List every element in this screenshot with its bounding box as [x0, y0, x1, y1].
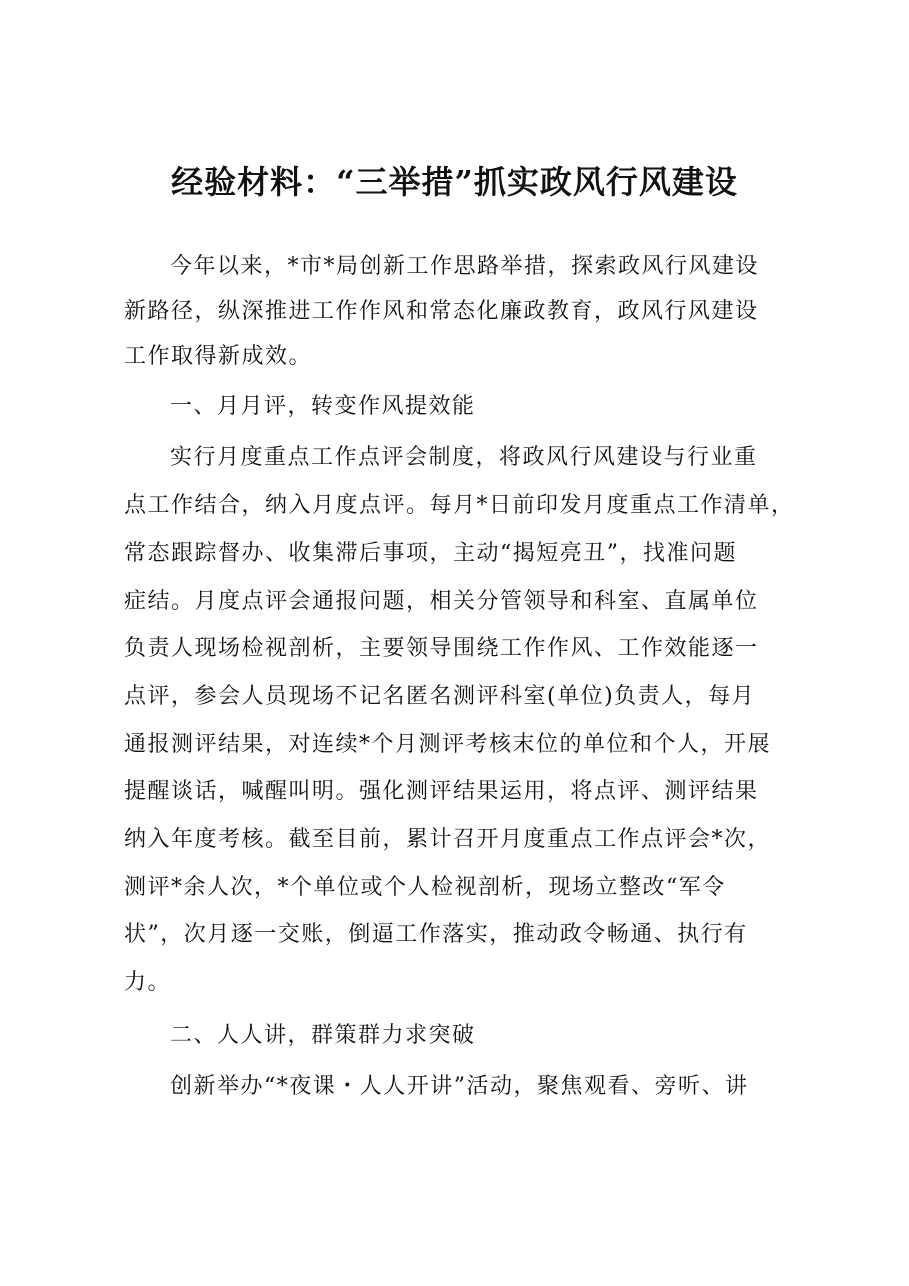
- paragraph-2-line-11: 状”，次月逐一交账，倒逼工作落实，推动政令畅通、执行有: [124, 922, 748, 947]
- paragraph-2-line-4: 症结。月度点评会通报问题，相关分管领导和科室、直属单位: [124, 589, 759, 614]
- paragraph-1-line-3: 工作取得新成效。: [124, 344, 313, 369]
- paragraph-2-line-12: 力。: [124, 970, 172, 995]
- document-title: 经验材料：“三举措”抓实政风行风建设: [171, 163, 738, 201]
- paragraph-1-line-1: 今年以来，*市*局创新工作思路举措，探索政风行风建设: [170, 254, 760, 279]
- paragraph-2-line-7: 通报测评结果，对连续*个月测评考核末位的单位和个人，开展: [124, 732, 772, 757]
- paragraph-2-line-2: 点工作结合，纳入月度点评。每月*日前印发月度重点工作清单，: [124, 493, 795, 518]
- paragraph-2-line-5: 负责人现场检视剖析，主要领导围绕工作作风、工作效能逐一: [124, 636, 759, 661]
- paragraph-2-line-8: 提醒谈话，喊醒叫明。强化测评结果运用，将点评、测评结果: [124, 779, 759, 804]
- paragraph-3-line-1: 创新举办“*夜课・人人开讲”活动，聚焦观看、旁听、讲: [170, 1074, 749, 1099]
- paragraph-1-line-2: 新路径，纵深推进工作作风和常态化廉政教育，政风行风建设: [124, 299, 759, 324]
- section-heading-1: 一、月月评，转变作风提效能: [170, 394, 476, 419]
- paragraph-2-line-1: 实行月度重点工作点评会制度，将政风行风建设与行业重: [170, 445, 758, 470]
- section-heading-2: 二、人人讲，群策群力求突破: [170, 1023, 476, 1048]
- paragraph-2-line-3: 常态跟踪督办、收集滞后事项，主动“揭短亮丑”，找准问题: [124, 541, 737, 566]
- paragraph-2-line-10: 测评*余人次，*个单位或个人检视剖析，现场立整改“军令: [124, 875, 726, 900]
- paragraph-2-line-6: 点评，参会人员现场不记名匿名测评科室(单位)负责人，每月: [124, 684, 756, 709]
- paragraph-2-line-9: 纳入年度考核。截至目前，累计召开月度重点工作点评会*次，: [124, 827, 772, 852]
